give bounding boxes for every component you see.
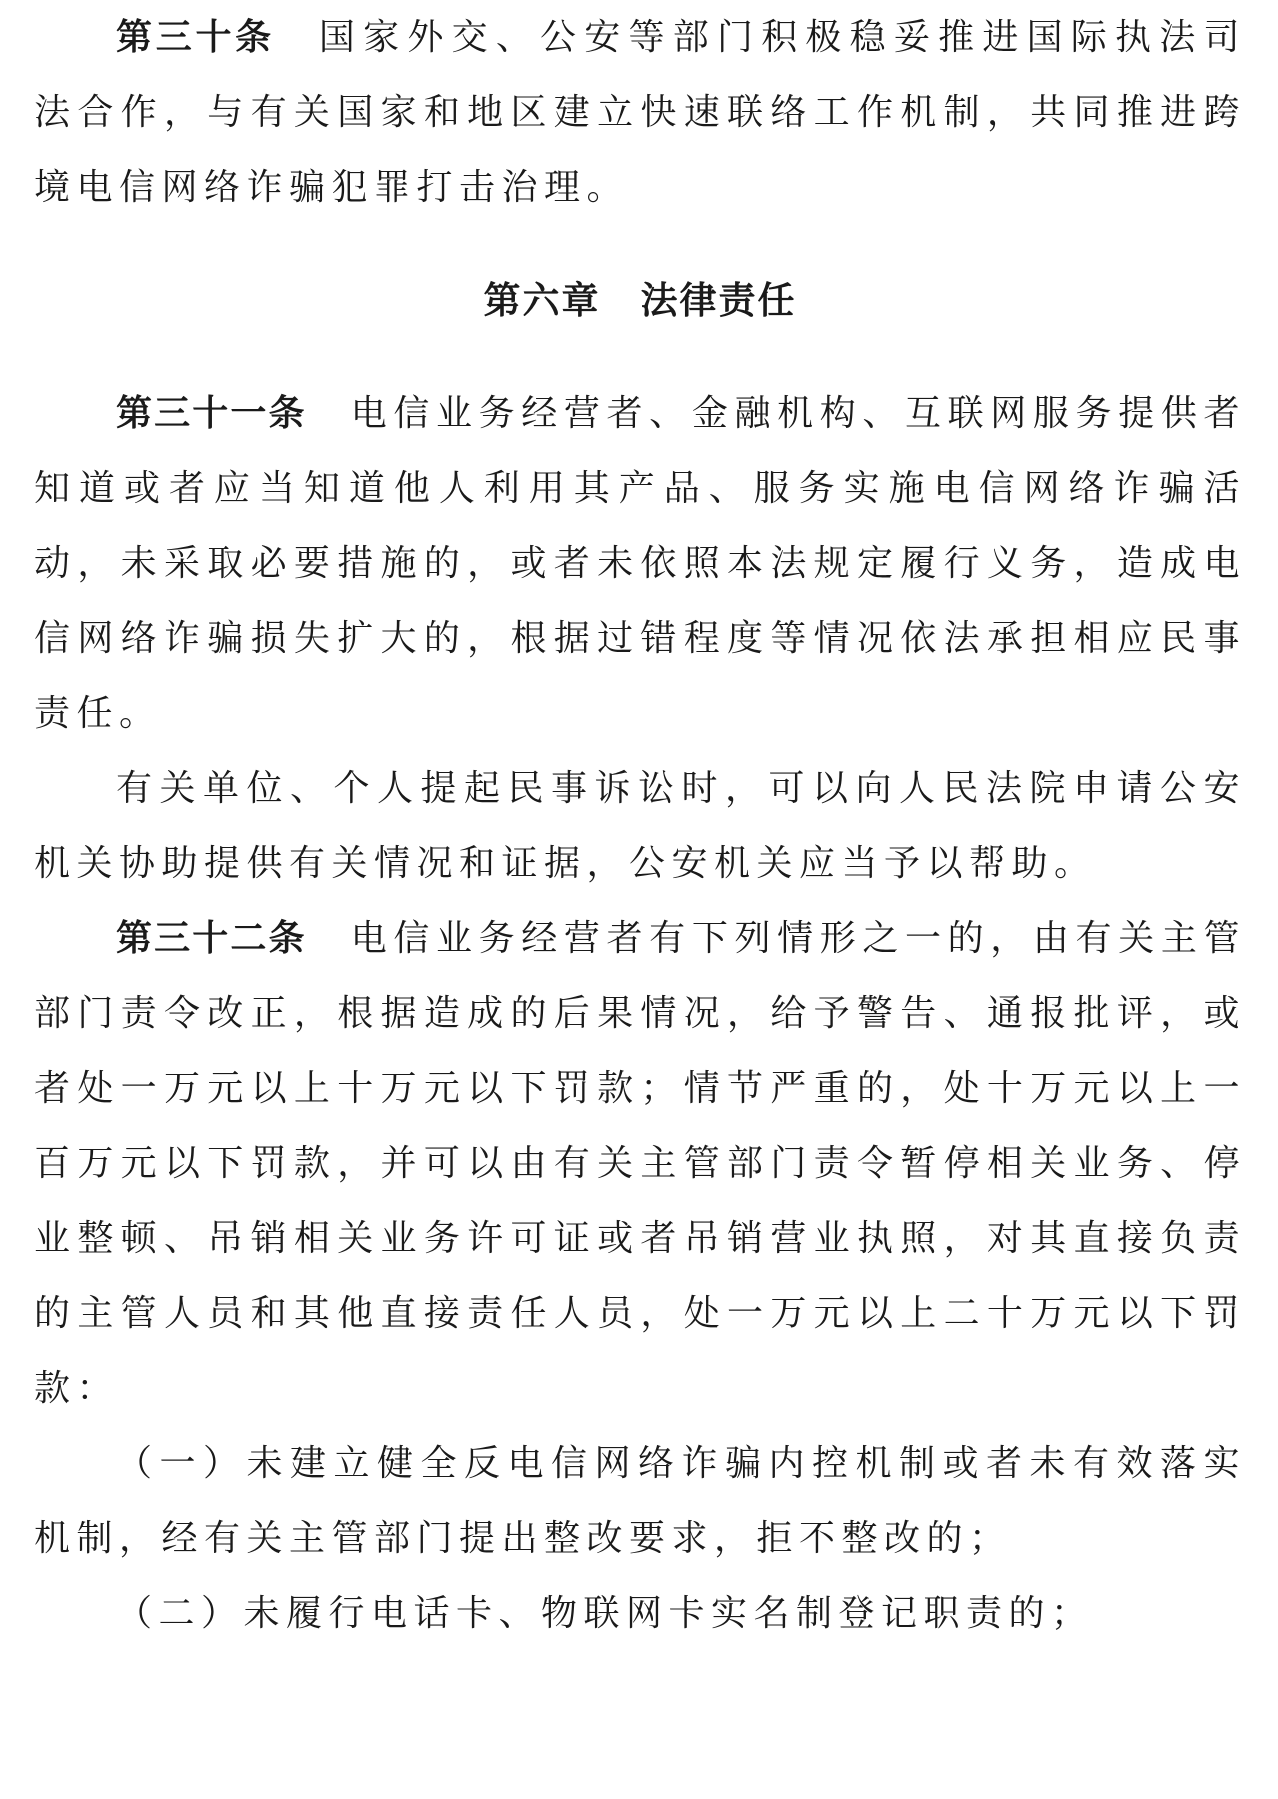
article-32 <box>34 901 1246 1426</box>
article-30 <box>34 0 1246 225</box>
article-31-text: 电信业务经营者、金融机构、互联网服务提供者知道或者应当知道他人利用其产品、服务实施电信网络诈骗活动，未采取必要措施的，或者未依照本法规定履行义务，造成电信网络诈骗损失扩大的，根据过错程度等情况依法承担相应民事责任。 <box>34 393 1246 734</box>
article-32-item-2: （二）未履行电话卡、物联网卡实名制登记职责的； <box>116 1593 1094 1634</box>
article-30-text: 国家外交、公安等部门积极稳妥推进国际执法司法合作，与有关国家和地区建立快速联络工作机制，共同推进跨境电信网络诈骗犯罪打击治理。 <box>34 17 1246 208</box>
document-page <box>34 0 1246 1799</box>
chapter-title: 法律责任 <box>640 279 797 322</box>
article-32-text: 电信业务经营者有下列情形之一的，由有关主管部门责令改正，根据造成的后果情况，给予警告、通报批评，或者处一万元以上十万元以下罚款；情节严重的，处十万元以上一百万元以下罚款，并可以由有关主管部门责令暂停相关业务、停业整顿、吊销相关业务许可证或者吊销营业执照，对其直接负责的主管人员和其他直接责任人员，处一万元以上二十万元以下罚款： <box>34 918 1246 1409</box>
article-32-item-1: （一）未建立健全反电信网络诈骗内控机制或者未有效落实机制，经有关主管部门提出整改要求，拒不整改的； <box>34 1443 1246 1559</box>
chapter-number: 第六章 <box>483 279 601 322</box>
chapter-heading <box>34 263 1246 338</box>
article-32-title: 第三十二条 <box>116 918 307 959</box>
article-31-paragraph-2: 有关单位、个人提起民事诉讼时，可以向人民法院申请公安机关协助提供有关情况和证据，公安机关应当予以帮助。 <box>34 768 1246 884</box>
article-31-title: 第三十一条 <box>116 393 307 434</box>
article-30-title: 第三十条 <box>116 17 275 58</box>
article-31 <box>34 376 1246 751</box>
